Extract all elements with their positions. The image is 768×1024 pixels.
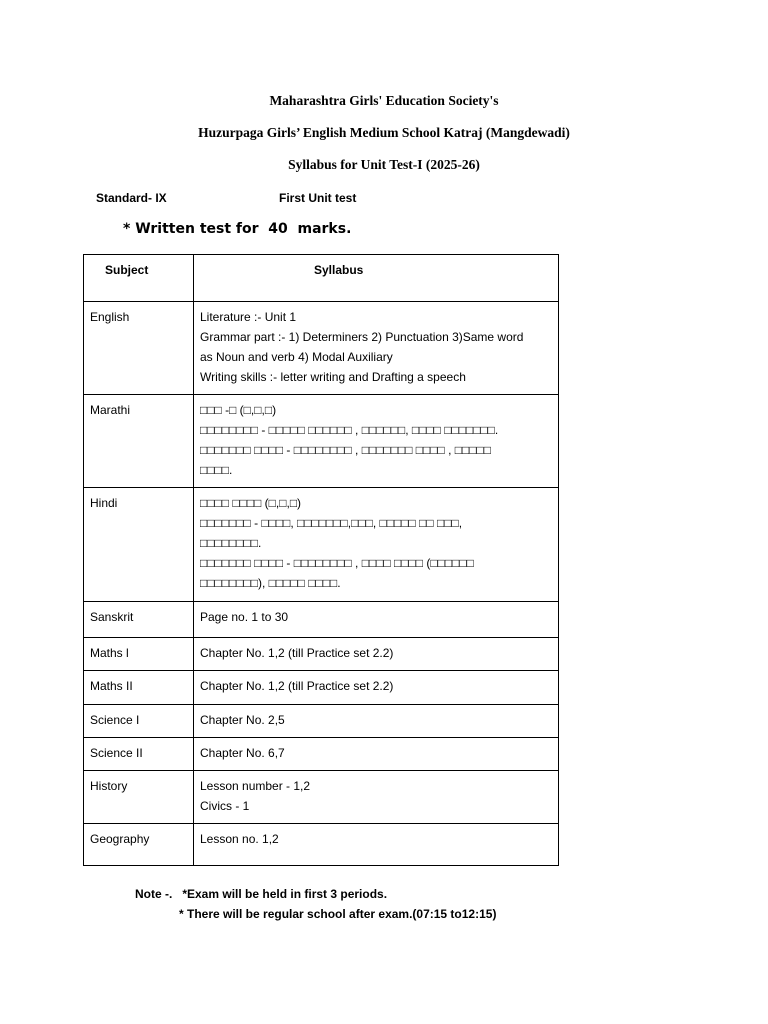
syllabus-cell: [194, 771, 559, 824]
syllabus-line: Lesson number - 1,2: [200, 779, 311, 793]
subject-cell: History: [84, 771, 194, 824]
syllabus-title: Syllabus for Unit Test-I (2025-26): [288, 157, 480, 172]
table-row: [84, 638, 559, 671]
table-row: [84, 705, 559, 738]
syllabus-cell: [194, 302, 559, 395]
column-header-subject: Subject: [84, 255, 194, 302]
subject-cell: English: [84, 302, 194, 395]
syllabus-line: □□□□□□□□), □□□□□ □□□□.: [200, 576, 341, 590]
syllabus-line: Writing skills :- letter writing and Drafting a speech: [200, 370, 466, 384]
syllabus-line: Civics - 1: [200, 799, 250, 813]
syllabus-line: □□□□□□□□.: [200, 536, 262, 550]
subject-cell: Science I: [84, 705, 194, 738]
syllabus-line: Chapter No. 2,5: [200, 713, 285, 727]
table-row: [84, 671, 559, 705]
subject-cell: Maths l: [84, 638, 194, 671]
syllabus-cell: [194, 488, 559, 602]
syllabus-line: Chapter No. 1,2 (till Practice set 2.2): [200, 679, 394, 693]
table-row: [84, 395, 559, 488]
syllabus-line: Chapter No. 1,2 (till Practice set 2.2): [200, 646, 394, 660]
syllabus-cell: [194, 705, 559, 738]
exam-period-note: Note -. *Exam will be held in first 3 periods.: [135, 887, 388, 901]
syllabus-line: Lesson no. 1,2: [200, 832, 279, 846]
syllabus-line: □□□ -□ (□,□,□): [200, 403, 277, 417]
syllabus-line: Page no. 1 to 30: [200, 610, 289, 624]
syllabus-line: Literature :- Unit 1: [200, 310, 297, 324]
subject-cell: Geography: [84, 824, 194, 866]
subject-cell: Maths II: [84, 671, 194, 705]
syllabus-cell: [194, 671, 559, 705]
syllabus-cell: [194, 395, 559, 488]
table-row: [84, 824, 559, 866]
column-header-syllabus: Syllabus: [194, 255, 559, 302]
society-heading: Maharashtra Girls' Education Society's: [269, 93, 499, 108]
table-header-row: [84, 255, 559, 302]
syllabus-cell: [194, 602, 559, 638]
test-label: First Unit test: [279, 191, 357, 205]
syllabus-line: as Noun and verb 4) Modal Auxiliary: [200, 350, 393, 364]
syllabus-line: □□□□ □□□□ (□,□,□): [200, 496, 302, 510]
standard-label: Standard- IX: [96, 191, 167, 205]
subject-cell: Marathi: [84, 395, 194, 488]
subject-cell: Sanskrit: [84, 602, 194, 638]
table-row: [84, 602, 559, 638]
written-test-note: * Written test for 40 marks.: [123, 221, 352, 237]
syllabus-table: [83, 254, 559, 866]
syllabus-line: □□□□□□□ □□□□ - □□□□□□□□ , □□□□□□□ □□□□ , □□□□□: [200, 443, 492, 457]
syllabus-cell: [194, 824, 559, 866]
syllabus-cell: [194, 738, 559, 771]
syllabus-line: □□□□□□□ □□□□ - □□□□□□□□ , □□□□ □□□□ (□□□□□□: [200, 556, 474, 570]
table-row: [84, 771, 559, 824]
subject-cell: Hindi: [84, 488, 194, 602]
syllabus-line: □□□□□□□ - □□□□, □□□□□□□,□□□, □□□□□ □□ □□□,: [200, 516, 463, 530]
syllabus-cell: [194, 638, 559, 671]
school-heading: Huzurpaga Girls’ English Medium School Katraj (Mangdewadi): [198, 125, 570, 140]
school-timing-note: * There will be regular school after exam.(07:15 to12:15): [179, 907, 497, 921]
syllabus-line: Grammar part :- 1) Determiners 2) Punctuation 3)Same word: [200, 330, 524, 344]
table-row: [84, 488, 559, 602]
table-row: [84, 302, 559, 395]
syllabus-line: Chapter No. 6,7: [200, 746, 285, 760]
subject-cell: Science II: [84, 738, 194, 771]
syllabus-line: □□□□□□□□ - □□□□□ □□□□□□ , □□□□□□, □□□□ □□□□□□□.: [200, 423, 499, 437]
table-row: [84, 738, 559, 771]
syllabus-line: □□□□.: [200, 463, 233, 477]
